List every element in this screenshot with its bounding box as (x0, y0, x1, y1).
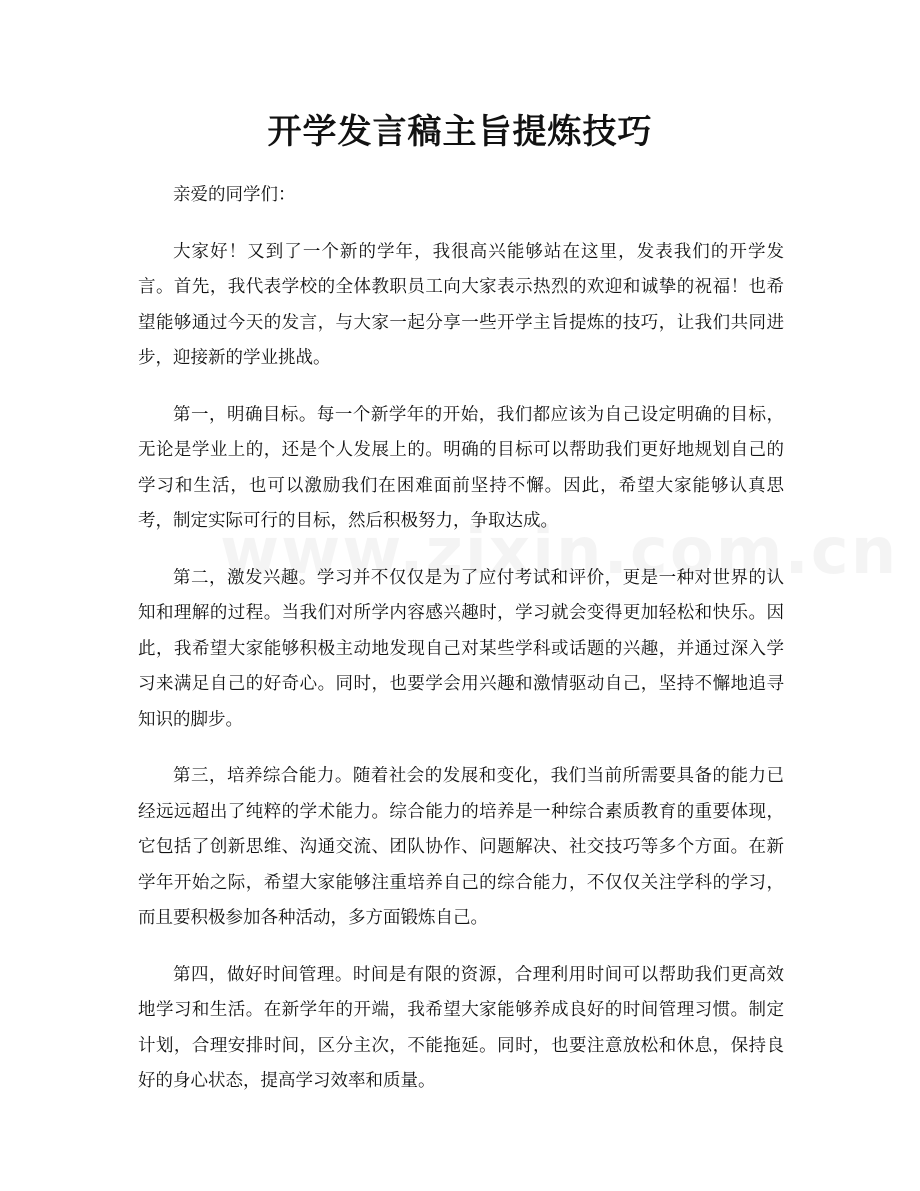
paragraph-third: 第三，培养综合能力。随着社会的发展和变化，我们当前所需要具备的能力已经远远超出了纯粹的学术能力。综合能力的培养是一种综合素质教育的重要体现，它包括了创新思维、沟通交流、团队协作、问题解决、社交技巧等多个方面。在新学年开始之际，希望大家能够注重培养自己的综合能力，不仅仅关注学科的学习，而且要积极参加各种活动，多方面锻炼自己。 (138, 766, 784, 928)
document-body (138, 178, 784, 1121)
paragraph-second: 第二，激发兴趣。学习并不仅仅是为了应付考试和评价，更是一种对世界的认知和理解的过程。当我们对所学内容感兴趣时，学习就会变得更加轻松和快乐。因此，我希望大家能够积极主动地发现自己对某些学科或话题的兴趣，并通过深入学习来满足自己的好奇心。同时，也要学会用兴趣和激情驱动自己，坚持不懈地追寻知识的脚步。 (138, 567, 784, 730)
paragraph-intro: 大家好！又到了一个新的学年，我很高兴能够站在这里，发表我们的开学发言。首先，我代表学校的全体教职员工向大家表示热烈的欢迎和诚挚的祝福！也希望能够通过今天的发言，与大家一起分享一些开学主旨提炼的技巧，让我们共同进步，迎接新的学业挑战。 (138, 241, 784, 368)
paragraph-fourth: 第四，做好时间管理。时间是有限的资源，合理利用时间可以帮助我们更高效地学习和生活。在新学年的开端，我希望大家能够养成良好的时间管理习惯。制定计划，合理安排时间，区分主次，不能拖延。同时，也要注意放松和休息，保持良好的身心状态，提高学习效率和质量。 (138, 964, 784, 1091)
salutation: 亲爱的同学们： (173, 185, 296, 205)
document-title: 开学发言稿主旨提炼技巧 (267, 112, 653, 152)
paragraph-first: 第一，明确目标。每一个新学年的开始，我们都应该为自己设定明确的目标，无论是学业上的，还是个人发展上的。明确的目标可以帮助我们更好地规划自己的学习和生活，也可以激励我们在困难面前坚持不懈。因此，希望大家能够认真思考，制定实际可行的目标，然后积极努力，争取达成。 (138, 404, 784, 531)
